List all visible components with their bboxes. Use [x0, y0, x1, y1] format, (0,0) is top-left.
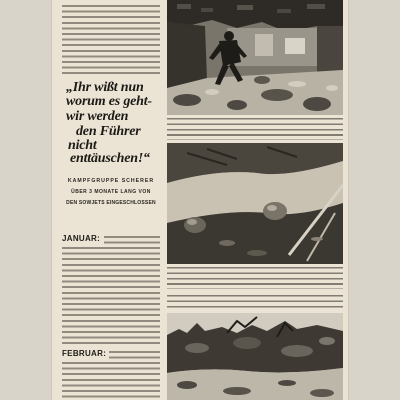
- photo-soldier-in-ruins: [167, 0, 343, 115]
- january-paragraph: [62, 247, 160, 345]
- photo-caption: [167, 267, 343, 289]
- photo-soldiers-in-foxhole: [167, 143, 343, 264]
- article-subheading: DEN SOWJETS EINGESCHLOSSEN: [66, 200, 156, 206]
- quote-line: enttäuschen!“: [70, 151, 150, 166]
- intro-paragraph: [62, 5, 160, 75]
- quote-line: worum es geht-: [66, 94, 152, 109]
- february-paragraph: [62, 362, 160, 400]
- quote-line: „Ihr wißt nun: [66, 80, 144, 95]
- section-label-february: FEBRUAR:: [62, 349, 107, 358]
- section-label-january: JANUAR:: [62, 234, 101, 243]
- photo-caption: [167, 295, 343, 309]
- photo-caption: [167, 118, 343, 140]
- february-runin-text: [109, 351, 160, 361]
- quote-line: nicht: [68, 138, 97, 153]
- quote-line: den Führer: [76, 124, 141, 139]
- quote-line: wir werden: [66, 109, 129, 124]
- article-heading: KAMPFGRUPPE SCHERER: [67, 178, 155, 184]
- article-subheading: ÜBER 3 MONATE LANG VON: [71, 189, 151, 195]
- photo-snow-battlefield: [167, 313, 343, 400]
- january-runin-text: [104, 236, 160, 246]
